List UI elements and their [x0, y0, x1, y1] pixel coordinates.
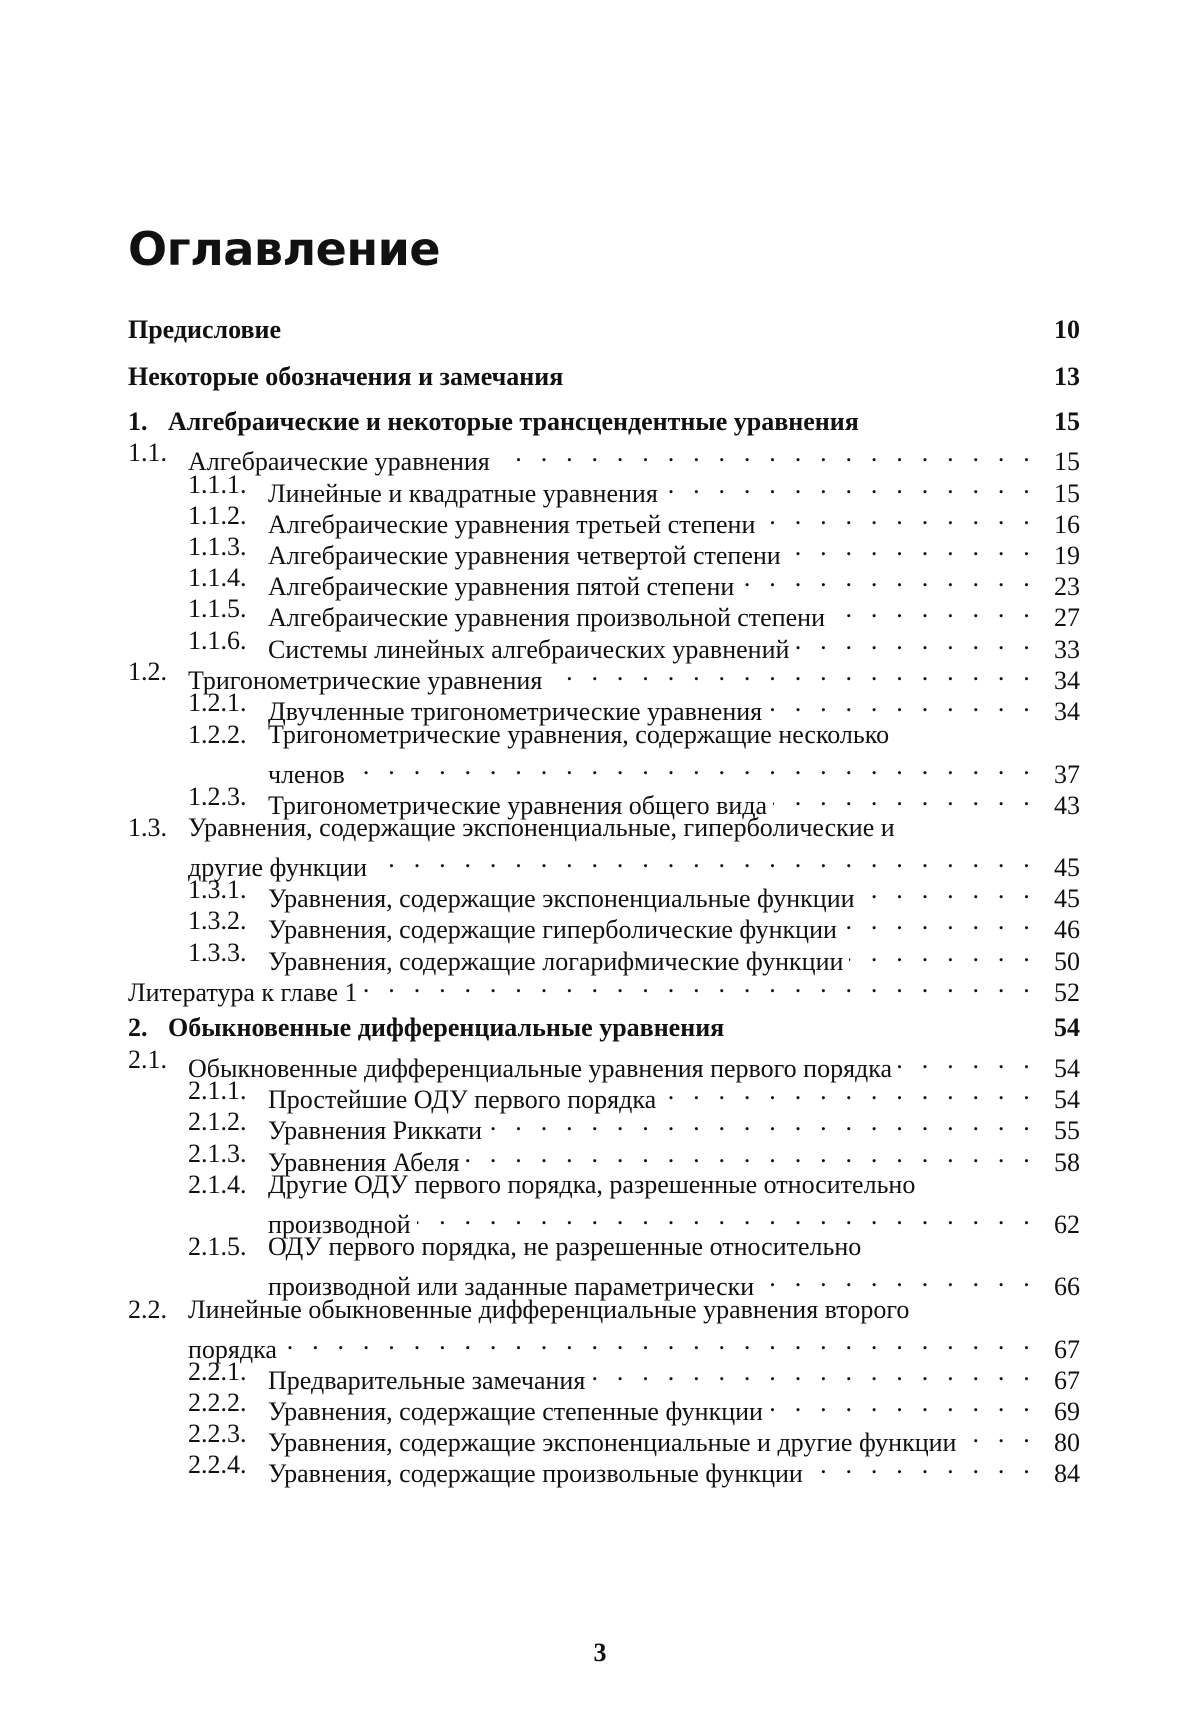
subsection-title: Системы линейных алгебраических уравнений: [268, 633, 795, 667]
dot-leader: [591, 1355, 1036, 1389]
literature-title: Литература к главе 1: [128, 976, 364, 1010]
subsection-page: 27: [1036, 601, 1080, 635]
section-page: 45: [1036, 851, 1080, 885]
subsection-title: Уравнения, содержащие экспоненциальные функции: [268, 882, 861, 916]
subsection-number: 1.2.3.: [188, 780, 247, 814]
chapter-page: 54: [1054, 1011, 1080, 1045]
dot-leader: [898, 1043, 1036, 1077]
subsection-title: Алгебраические уравнения произвольной степени: [268, 601, 831, 635]
section-title-line1: Линейные обыкновенные дифференциальные уравнения второго: [188, 1293, 909, 1327]
section-page: 15: [1036, 445, 1080, 479]
section-page: 34: [1036, 664, 1080, 698]
section-number: 1.1.: [128, 436, 167, 470]
dot-leader: [548, 655, 1036, 689]
dot-leader: [861, 873, 1036, 907]
subsection-title: Уравнения, содержащие экспоненциальные и другие функции: [268, 1426, 958, 1460]
subsection-title: Уравнения, содержащие логарифмические функции: [268, 945, 849, 979]
subsection-title-line1: Тригонометрические уравнения, содержащие несколько: [268, 718, 1034, 752]
subsection-title: Алгебраические уравнения пятой степени: [268, 570, 740, 604]
section-number: 1.2.: [128, 655, 167, 689]
dot-leader: [373, 842, 1036, 876]
subsection-number: 2.1.3.: [188, 1137, 247, 1171]
dot-leader: [496, 436, 1036, 470]
subsection-title: Тригонометрические уравнения общего вида: [268, 789, 773, 823]
subsection-title-line2: членов: [268, 758, 351, 792]
subsection-title-line1: ОДУ первого порядка, не разрешенные относительно: [268, 1230, 861, 1264]
toc-chapter-2[interactable]: [128, 1011, 1080, 1045]
subsection-number: 2.1.2.: [188, 1105, 247, 1139]
subsection-title-line1: Другие ОДУ первого порядка, разрешенные относительно: [268, 1168, 915, 1202]
dot-leader: [769, 1386, 1036, 1420]
subsection-number: 1.3.2.: [188, 904, 247, 938]
dot-leader: [283, 1324, 1036, 1358]
subsection-number: 1.1.1.: [188, 468, 247, 502]
subsection-number: 1.1.4.: [188, 561, 247, 595]
dot-leader: [843, 904, 1036, 938]
subsection-number: 2.1.4.: [188, 1168, 247, 1202]
subsection-number: 2.2.3.: [188, 1417, 247, 1451]
subsection-page: 62: [1036, 1208, 1080, 1242]
subsection-title: Уравнения Риккати: [268, 1114, 488, 1148]
toc-entry-preface[interactable]: [128, 313, 1080, 347]
section-title-line2: порядка: [188, 1333, 283, 1367]
dot-leader: [417, 1199, 1036, 1233]
subsection-number: 1.1.3.: [188, 530, 247, 564]
section-number: 2.2.: [128, 1293, 167, 1327]
subsection-title-line2: производной: [268, 1208, 417, 1242]
subsection-page: 15: [1036, 477, 1080, 511]
subsection-number: 2.1.1.: [188, 1074, 247, 1108]
subsection-title: Уравнения, содержащие гиперболические функции: [268, 913, 843, 947]
dot-leader: [664, 468, 1036, 502]
subsection-page: 66: [1036, 1270, 1080, 1304]
subsection-number: 2.2.4.: [188, 1448, 247, 1482]
subsection-title: Предварительные замечания: [268, 1364, 591, 1398]
subsection-page: 58: [1036, 1146, 1080, 1180]
subsection-title: Алгебраические уравнения третьей степени: [268, 508, 761, 542]
chapter-number: 1.: [128, 407, 148, 436]
subsection-page: 33: [1036, 633, 1080, 667]
dot-leader: [351, 749, 1036, 783]
subsection-page: 37: [1036, 758, 1080, 792]
literature-page: 52: [1036, 976, 1080, 1010]
chapter-page: 15: [1054, 405, 1080, 439]
dot-leader: [958, 1417, 1036, 1451]
chapter-number: 2.: [128, 1013, 148, 1042]
subsection-page: 16: [1036, 508, 1080, 542]
subsection-number: 2.2.2.: [188, 1386, 247, 1420]
chapter-title: Алгебраические и некоторые трансцендентные уравнения: [168, 405, 859, 439]
subsection-number: 1.3.1.: [188, 873, 247, 907]
subsection-title: Уравнения Абеля: [268, 1146, 466, 1180]
section-page: 54: [1036, 1052, 1080, 1086]
dot-leader: [849, 936, 1036, 970]
subsection-number: 2.2.1.: [188, 1355, 247, 1389]
subsection-page: 19: [1036, 539, 1080, 573]
subsection-page: 43: [1036, 789, 1080, 823]
dot-leader: [760, 1261, 1036, 1295]
subsection-page: 69: [1036, 1395, 1080, 1429]
dot-leader: [787, 530, 1036, 564]
subsection-page: 55: [1036, 1114, 1080, 1148]
dot-leader: [466, 1137, 1037, 1171]
subsection-number: 1.2.1.: [188, 686, 247, 720]
subsection-title: Уравнения, содержащие произвольные функции: [268, 1457, 809, 1491]
subsection-number: 1.2.2.: [188, 718, 247, 752]
subsection-page: 34: [1036, 695, 1080, 729]
dot-leader: [740, 561, 1036, 595]
subsection-page: 46: [1036, 913, 1080, 947]
dot-leader: [809, 1448, 1036, 1482]
section-number: 2.1.: [128, 1043, 167, 1077]
subsection-title: Уравнения, содержащие степенные функции: [268, 1395, 769, 1429]
section-title-line2: другие функции: [188, 851, 373, 885]
section-title: Обыкновенные дифференциальные уравнения первого порядка: [188, 1052, 898, 1086]
toc-entry-title: Некоторые обозначения и замечания: [128, 362, 563, 391]
subsection-title-line2: производной или заданные параметрически: [268, 1270, 760, 1304]
dot-leader: [768, 686, 1036, 720]
page-number: 3: [0, 1638, 1200, 1668]
toc-entry-title: Предисловие: [128, 315, 281, 344]
chapter-title: Обыкновенные дифференциальные уравнения: [168, 1011, 724, 1045]
subsection-title: Алгебраические уравнения четвертой степени: [268, 539, 787, 573]
subsection-title: Линейные и квадратные уравнения: [268, 477, 664, 511]
section-title: Алгебраические уравнения: [188, 445, 496, 479]
dot-leader: [761, 499, 1036, 533]
subsection-page: 23: [1036, 570, 1080, 604]
subsection-page: 84: [1036, 1457, 1080, 1491]
subsection-number: 2.1.5.: [188, 1230, 247, 1264]
subsection-number: 1.1.2.: [188, 499, 247, 533]
subsection-number: 1.3.3.: [188, 936, 247, 970]
toc-entry-notation[interactable]: [128, 360, 1080, 394]
toc-chapter-1[interactable]: [128, 405, 1080, 439]
subsection-page: 80: [1036, 1426, 1080, 1460]
page-title: Оглавление: [128, 226, 440, 272]
subsection-number: 1.1.6.: [188, 624, 247, 658]
subsection-title: Двучленные тригонометрические уравнения: [268, 695, 768, 729]
section-title: Тригонометрические уравнения: [188, 664, 548, 698]
section-number: 1.3.: [128, 811, 167, 845]
dot-leader: [662, 1074, 1036, 1108]
dot-leader: [795, 624, 1036, 658]
dot-leader: [364, 967, 1036, 1001]
subsection-page: 50: [1036, 945, 1080, 979]
dot-leader: [831, 592, 1036, 626]
subsection-title: Простейшие ОДУ первого порядка: [268, 1083, 662, 1117]
subsection-page: 45: [1036, 882, 1080, 916]
toc-entry-page: 10: [1054, 313, 1080, 347]
subsection-page: 67: [1036, 1364, 1080, 1398]
subsection-page: 54: [1036, 1083, 1080, 1117]
toc-entry-page: 13: [1054, 360, 1080, 394]
subsection-number: 1.1.5.: [188, 592, 247, 626]
section-title-line1: Уравнения, содержащие экспоненциальные, гиперболические и: [188, 811, 895, 845]
dot-leader: [488, 1105, 1036, 1139]
section-page: 67: [1036, 1333, 1080, 1367]
dot-leader: [773, 780, 1036, 814]
